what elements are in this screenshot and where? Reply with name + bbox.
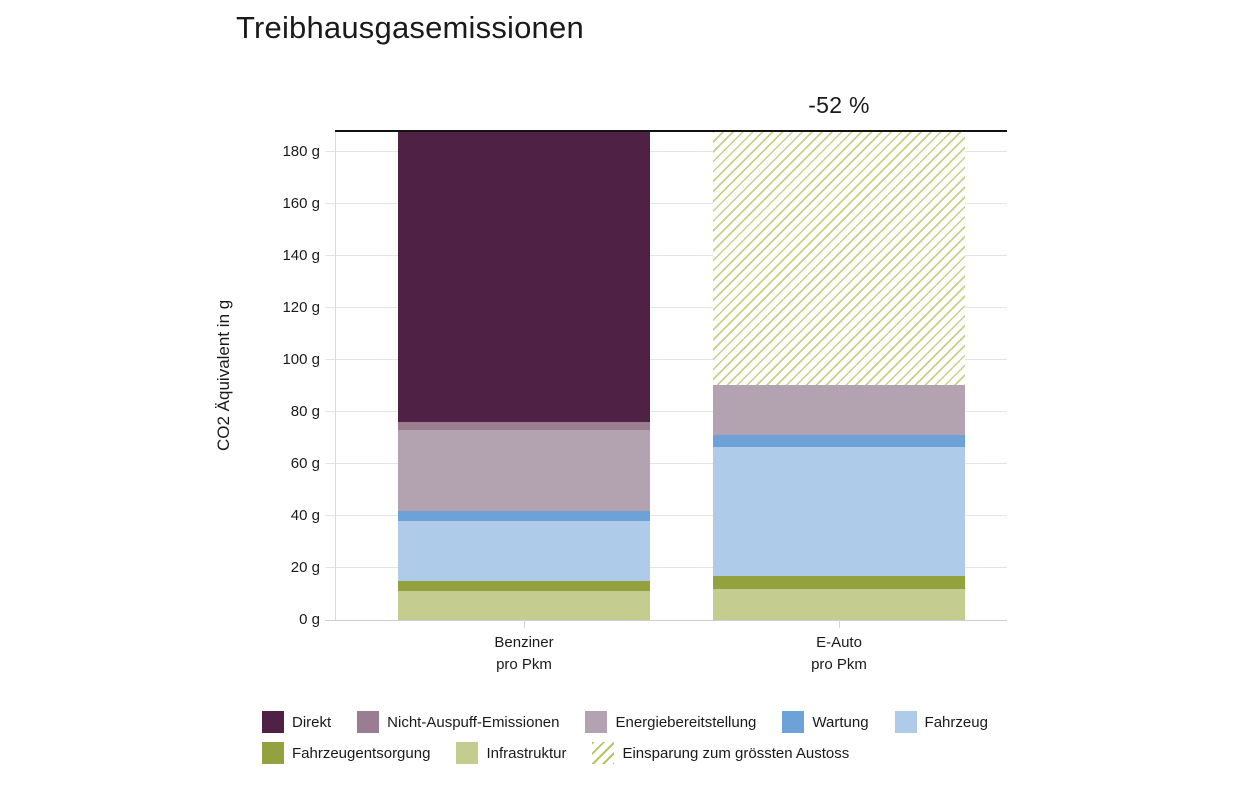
bar-segment-fahrzeugentsorgung xyxy=(713,576,965,589)
legend-item-fahrzeug xyxy=(895,711,988,733)
x-tick-benziner xyxy=(524,620,525,628)
bar-segment-fahrzeug xyxy=(398,521,650,581)
savings-annotation: -52 % xyxy=(808,92,870,118)
legend-item-fahrzeugentsorgung xyxy=(262,742,430,764)
x-axis-label-line2: pro Pkm xyxy=(811,655,867,673)
y-axis-line xyxy=(335,131,336,620)
bar-segment-direkt xyxy=(398,131,650,422)
y-tick-label-40: 40 g xyxy=(290,506,320,524)
x-axis-label-line1: Benziner xyxy=(494,634,554,651)
page-title: Treibhausgasemissionen xyxy=(236,10,584,45)
bar-segment-infrastruktur xyxy=(713,589,965,620)
x-axis-label-line1: E-Auto xyxy=(816,634,862,651)
legend-item-nicht-auspuff-emissionen xyxy=(357,711,559,733)
legend-row-2 xyxy=(262,742,988,764)
legend-swatch-icon xyxy=(895,711,917,733)
y-tick-label-20: 20 g xyxy=(290,558,320,576)
legend-row-1 xyxy=(262,711,988,733)
legend-label: Wartung xyxy=(812,713,869,731)
max-emission-reference-line xyxy=(335,130,1007,132)
legend-label: Infrastruktur xyxy=(486,744,567,762)
legend-item-wartung xyxy=(782,711,868,733)
legend-swatch-icon xyxy=(262,711,284,733)
y-tick-label-120: 120 g xyxy=(282,298,320,316)
legend-item-infrastruktur xyxy=(456,742,566,764)
bar-benziner xyxy=(398,131,650,620)
y-tick-label-0: 0 g xyxy=(299,611,320,628)
bar-segment-wartung xyxy=(398,511,650,521)
bar-segment-nicht-auspuff-emissionen xyxy=(398,422,650,430)
bar-segment-wartung xyxy=(713,435,965,447)
y-tick-label-100: 100 g xyxy=(282,350,320,368)
legend-item-energiebereitstellung xyxy=(585,711,756,733)
legend xyxy=(262,711,988,764)
legend-swatch-icon xyxy=(585,711,607,733)
legend-label: Energiebereitstellung xyxy=(615,713,757,731)
bar-segment-energiebereitstellung xyxy=(398,430,650,511)
legend-label: Nicht-Auspuff-Emissionen xyxy=(387,713,560,731)
y-tick-label-60: 60 g xyxy=(290,454,320,472)
plot-area xyxy=(335,131,1007,673)
bar-segment-fahrzeugentsorgung xyxy=(398,581,650,591)
legend-label: Einsparung zum grössten Austoss xyxy=(622,744,850,762)
y-tick-label-80: 80 g xyxy=(290,402,320,420)
x-axis-label-e-auto xyxy=(713,632,965,675)
bar-segment-energiebereitstellung xyxy=(713,385,965,436)
legend-label: Fahrzeug xyxy=(924,713,988,731)
savings-hatch-area xyxy=(713,131,965,385)
legend-item-direkt xyxy=(262,711,331,733)
legend-label: Direkt xyxy=(292,713,332,731)
y-axis-title: CO2 Äquivalent in g xyxy=(214,299,233,452)
y-tick-label-140: 140 g xyxy=(282,246,320,264)
legend-swatch-icon xyxy=(357,711,379,733)
x-tick-e-auto xyxy=(839,620,840,628)
legend-item-einsparung-zum-gr-ssten-austoss xyxy=(592,742,849,764)
legend-swatch-icon xyxy=(782,711,804,733)
hatch-swatch-icon xyxy=(592,742,614,764)
x-axis-label-line2: pro Pkm xyxy=(496,655,552,673)
y-tick-label-160: 160 g xyxy=(282,194,320,212)
y-tick-label-180: 180 g xyxy=(282,142,320,160)
x-axis-label-benziner xyxy=(398,632,650,675)
legend-swatch-icon xyxy=(262,742,284,764)
bar-segment-fahrzeug xyxy=(713,447,965,576)
legend-label: Fahrzeugentsorgung xyxy=(292,744,431,762)
bar-segment-infrastruktur xyxy=(398,591,650,620)
legend-swatch-icon xyxy=(456,742,478,764)
